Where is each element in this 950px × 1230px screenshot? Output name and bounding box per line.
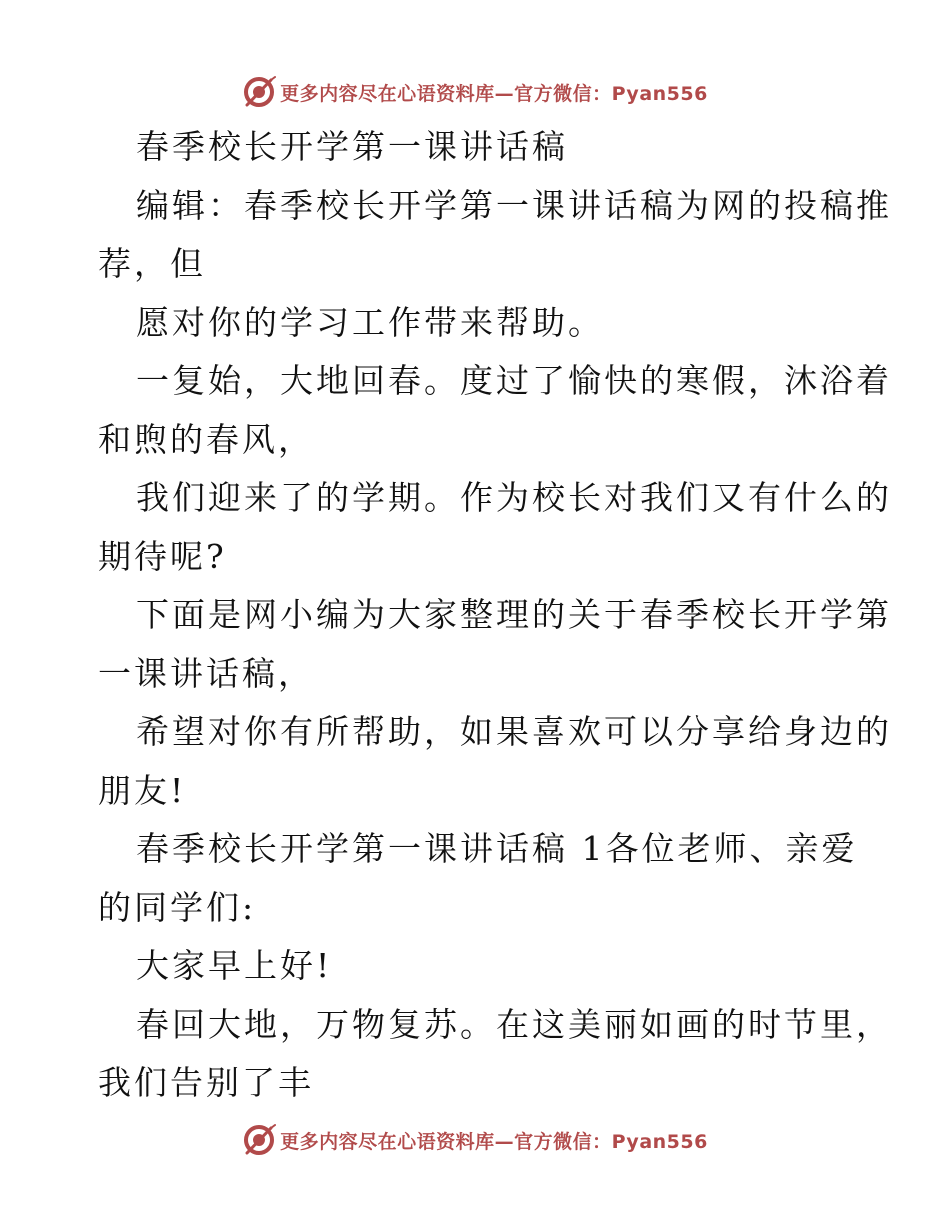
- text-line: 和煦的春风，: [98, 419, 314, 459]
- text-line: 我们迎来了的学期。作为校长对我们又有什么的: [136, 478, 892, 517]
- text-line: 朋友!: [98, 770, 187, 810]
- text-line: 一复始，大地回春。度过了愉快的寒假，沐浴着: [136, 361, 892, 400]
- text-line: 希望对你有所帮助，如果喜欢可以分享给身边的: [136, 712, 892, 751]
- text-line: 期待呢?: [98, 536, 227, 576]
- text-line: 愿对你的学习工作带来帮助。: [136, 302, 604, 342]
- brush-logo-icon: [242, 1123, 276, 1157]
- brush-logo-icon: [242, 75, 276, 109]
- doc-title-line: 春季校长开学第一课讲话稿: [136, 127, 568, 166]
- text-line: 大家早上好!: [136, 946, 333, 985]
- header-watermark: [0, 72, 950, 112]
- footer-watermark: [0, 1120, 950, 1160]
- text-line: 荐，但: [98, 244, 206, 283]
- watermark-text: 更多内容尽在心语资料库—官方微信：Pyan556: [280, 1130, 708, 1153]
- watermark-text: 更多内容尽在心语资料库—官方微信：Pyan556: [280, 82, 708, 105]
- text-line: 春回大地，万物复苏。在这美丽如画的时节里，: [136, 1004, 892, 1044]
- text-line: 春季校长开学第一课讲话稿 1各位老师、亲爱: [136, 829, 858, 868]
- text-line: 下面是网小编为大家整理的关于春季校长开学第: [136, 595, 892, 634]
- document-body: [98, 118, 892, 1113]
- text-line: 一课讲话稿，: [98, 653, 314, 693]
- text-line: 我们告别了丰: [98, 1063, 314, 1102]
- text-line: 编辑：春季校长开学第一课讲话稿为网的投稿推: [136, 185, 892, 225]
- text-line: 的同学们:: [98, 887, 257, 927]
